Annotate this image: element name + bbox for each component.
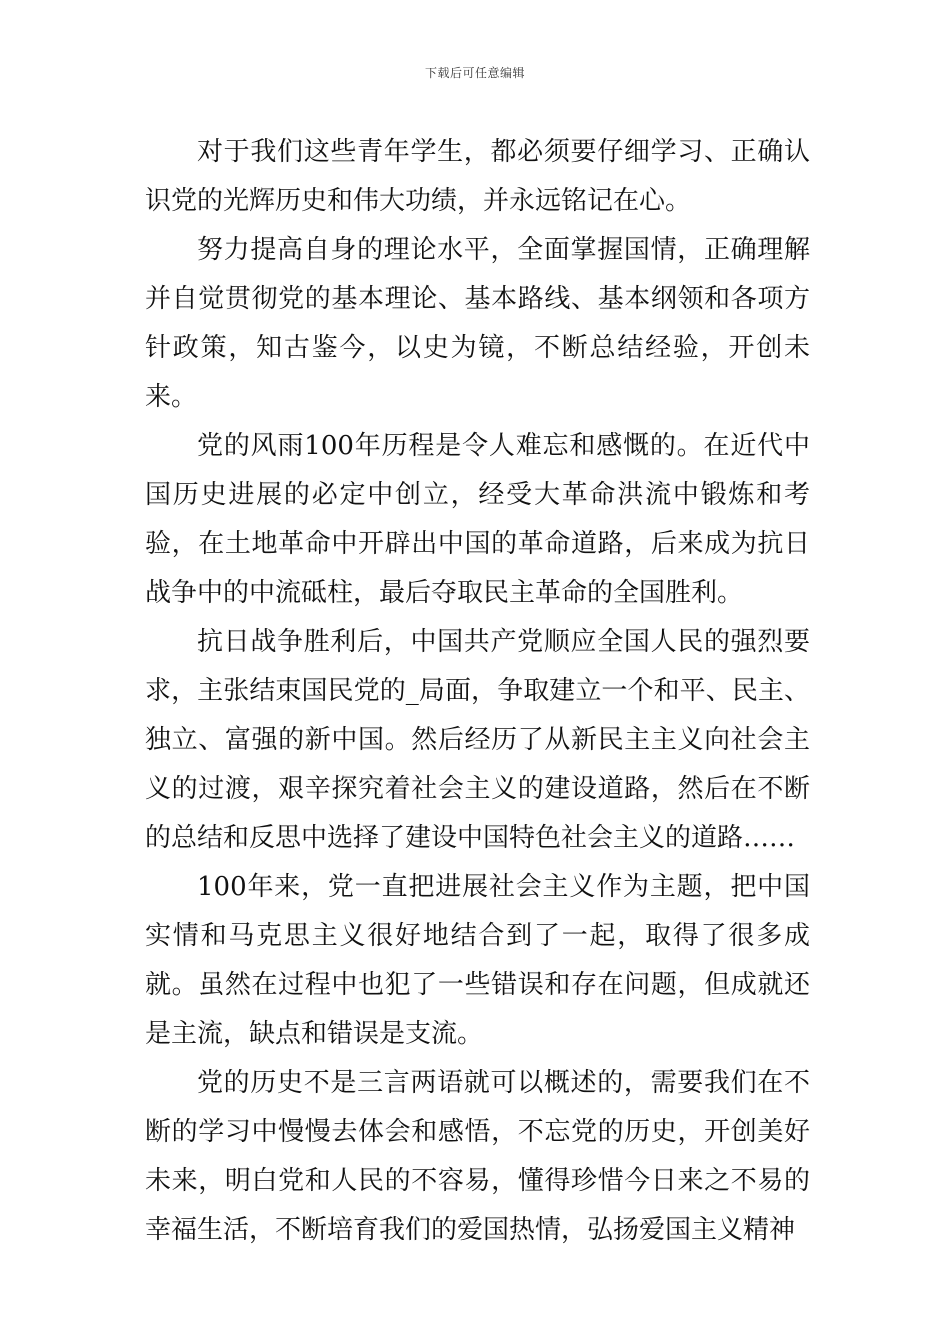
paragraph: 抗日战争胜利后，中国共产党顺应全国人民的强烈要求，主张结束国民党的_局面，争取建立一个和平、民主、独立、富强的新中国。然后经历了从新民主主义向社会主义的过渡，艰辛探究着社会主义的建设道路，然后在不断的总结和反思中选择了建设中国特色社会主义的道路…… — [145, 627, 810, 853]
document-body — [145, 128, 810, 1255]
paragraph: 党的风雨100年历程是令人难忘和感慨的。在近代中国历史进展的必定中创立，经受大革命洪流中锻炼和考验，在土地革命中开辟出中国的革命道路，后来成为抗日战争中的中流砥柱，最后夺取民主革命的全国胜利。 — [145, 431, 810, 608]
page-header: 下载后可任意编辑 — [424, 66, 525, 80]
paragraph: 努力提高自身的理论水平，全面掌握国情，正确理解并自觉贯彻党的基本理论、基本路线、基本纲领和各项方针政策，知古鉴今，以史为镜，不断总结经验，开创未来。 — [145, 235, 810, 412]
paragraph: 党的历史不是三言两语就可以概述的，需要我们在不断的学习中慢慢去体会和感悟，不忘党的历史，开创美好未来，明白党和人民的不容易，懂得珍惜今日来之不易的幸福生活，不断培育我们的爱国热情，弘扬爱国主义精神 — [145, 1068, 810, 1245]
paragraph: 100年来，党一直把进展社会主义作为主题，把中国实情和马克思主义很好地结合到了一起，取得了很多成就。虽然在过程中也犯了一些错误和存在问题，但成就还是主流，缺点和错误是支流。 — [145, 872, 810, 1049]
paragraph: 对于我们这些青年学生，都必须要仔细学习、正确认识党的光辉历史和伟大功绩，并永远铭记在心。 — [145, 137, 810, 216]
